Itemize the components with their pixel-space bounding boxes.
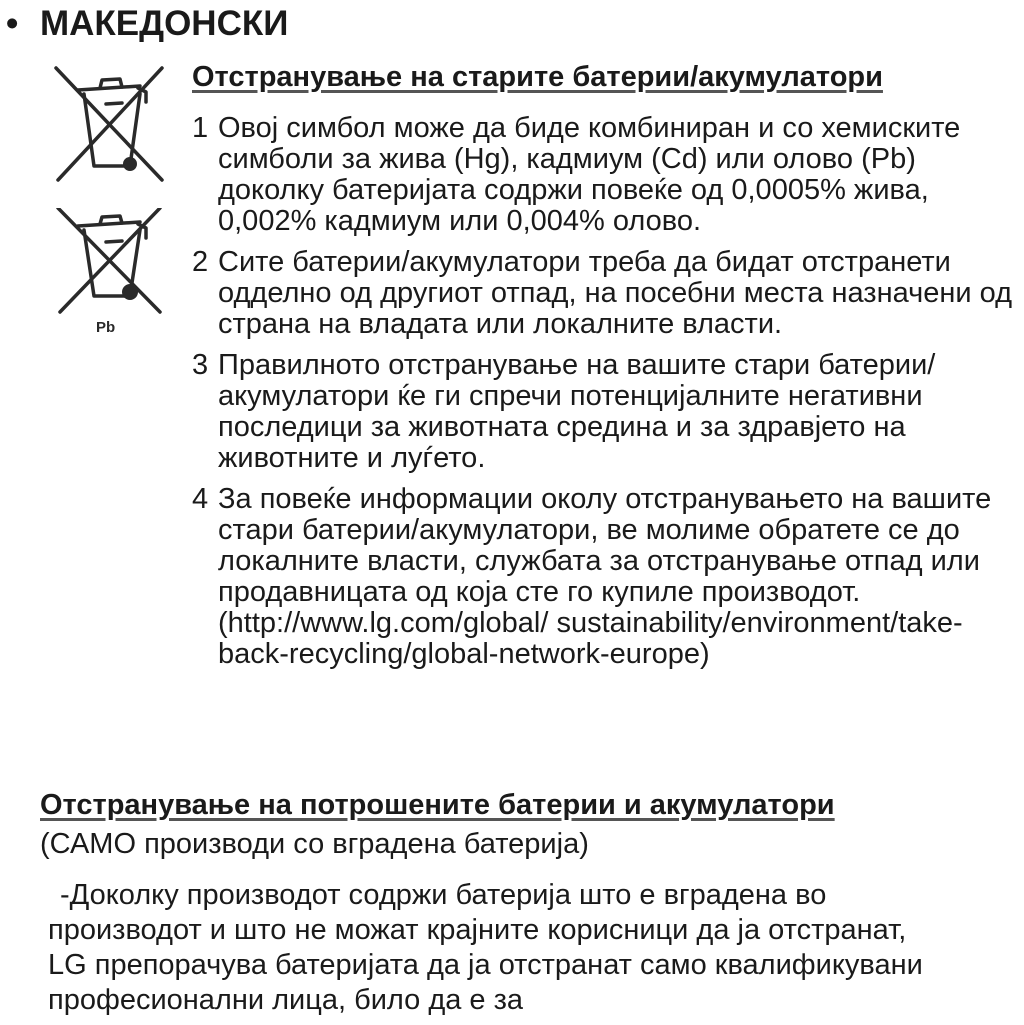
section2-body: -Доколку производот содржи батерија што е вградена во производот и што не можат крајните корисници да ја отстранат, LG препорачува батеријата да ја отстранат само квалификувани професионални лица, било да е за	[48, 879, 923, 1016]
list-item	[192, 247, 1018, 340]
pb-label: Pb	[96, 319, 116, 336]
crossed-out-wheeled-bin-pb-icon	[50, 208, 168, 340]
language-heading	[6, 2, 288, 46]
item-text: Правилното отстранување на вашите стари батерии/акумулатори ќе ги спречи потенцијалните негативни последици за животната средина и за здравјето на животните и луѓето.	[218, 349, 936, 474]
section1-title: Отстранување на старите батерии/акумулатори	[192, 61, 883, 93]
section2-subtitle: (САМО производи со вградена батерија)	[40, 828, 589, 860]
list-item	[192, 113, 1018, 237]
disposal-icons	[50, 62, 180, 340]
section2-title: Отстранување на потрошените батерии и акумулатори	[40, 789, 835, 821]
item-text: За повеќе информации околу отстранувањето на вашите стари батерии/акумулатори, ве молиме обратете се до локалните власти, службата за отстранување отпад или продавницата од која сте го купиле производот. (http://www.lg.com/global/ sustainability/environment/take-back-recycling/global-network-europe)	[218, 483, 992, 670]
list-item	[192, 350, 1018, 474]
list-item	[192, 484, 1018, 670]
item-number: 4	[192, 483, 209, 515]
item-text: Овој симбол може да биде комбиниран и со хемиските симболи за жива (Hg), кадмиум (Cd) или олово (Pb) доколку батеријата содржи повеќе од 0,0005% жива, 0,002% кадмиум или 0,004% олово.	[218, 112, 961, 237]
item-number: 3	[192, 349, 209, 381]
item-number: 2	[192, 246, 209, 278]
heading-bullet: •	[6, 4, 19, 43]
item-number: 1	[192, 112, 209, 144]
disposal-instructions-list	[192, 113, 1018, 680]
item-text: Сите батерии/акумулатори треба да бидат отстранети одделно од другиот отпад, на посебни места назначени од страна на владата или локалните власти.	[218, 246, 1013, 340]
language-heading-label: МАКЕДОНСКИ	[40, 4, 289, 43]
crossed-out-wheeled-bin-icon	[50, 62, 168, 186]
